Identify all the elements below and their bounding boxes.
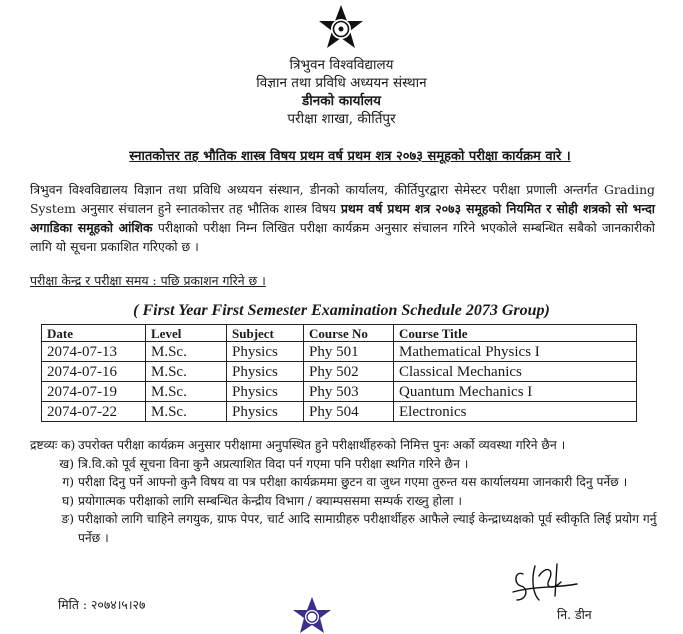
schedule-table bbox=[41, 324, 637, 422]
cell-level: M.Sc. bbox=[146, 402, 227, 422]
cell-course-title: Classical Mechanics bbox=[394, 362, 637, 382]
office-name: डीनको कार्यालय bbox=[302, 93, 381, 109]
note-text: परीक्षाको लागि चाहिने लगयुक, ग्राफ पेपर, चार्ट आदि सामाग्रीहरु परीक्षार्थीहरु आफैले ल्याई केन्द्राध्यक्षको पूर्व स्वीकृति लिई प्रयोग गर्नु पर्नेछ । bbox=[78, 512, 657, 545]
university-emblem-icon bbox=[318, 4, 364, 50]
notes-heading bbox=[30, 436, 78, 455]
note-label: घ) bbox=[62, 493, 74, 508]
note-text: प्रयोगात्मक परीक्षाको लागि सम्बन्धित केन्द्रीय विभाग / क्याम्पससमा सम्पर्क राख्नु होला । bbox=[78, 493, 463, 508]
intro-text-1: त्रिभुवन विश्वविद्यालय विज्ञान तथा प्रविधि अध्ययन संस्थान, डीनको कार्यालय, कीर्तिपुरद्वारा सेमेस्टर परीक्षा प्रणाली अन्तर्गत Grading System अनुसार संचालन हुने स्नातकोत्तर तह भौतिक शास्त्र विषय bbox=[30, 182, 655, 216]
cell-level: M.Sc. bbox=[146, 362, 227, 382]
cell-subject: Physics bbox=[227, 362, 304, 382]
schedule-title: ( First Year First Semester Examination Schedule 2073 Group) bbox=[133, 302, 550, 319]
note-label: क) bbox=[61, 438, 76, 452]
note-label: ङ) bbox=[61, 512, 74, 526]
cell-course-title: Mathematical Physics I bbox=[394, 342, 637, 362]
cell-date: 2074-07-22 bbox=[42, 402, 146, 422]
cell-course-no: Phy 501 bbox=[304, 342, 394, 362]
header-course-no: Course No bbox=[304, 325, 394, 342]
note-text: उपरोक्त परीक्षा कार्यक्रम अनुसार परीक्षामा अनुपस्थित हुने परीक्षार्थीहरुको निमित्त पुनः अर्को व्यवस्था गरिने छैन । bbox=[78, 438, 566, 452]
institute-name: विज्ञान तथा प्रविधि अध्ययन संस्थान bbox=[256, 75, 427, 91]
cell-date: 2074-07-19 bbox=[42, 382, 146, 402]
notes-heading-text: द्रष्टव्यः bbox=[30, 438, 58, 452]
cell-course-no: Phy 503 bbox=[304, 382, 394, 402]
cell-subject: Physics bbox=[227, 342, 304, 362]
note-item bbox=[30, 436, 660, 455]
header-course-title: Course Title bbox=[394, 325, 637, 342]
intro-text-2: परीक्षाको परीक्षा निम्न लिखित परीक्षा कार्यक्रम अनुसार संचालन गरिने भएकोले सम्बन्धित सबैको जानकारीको लागि यो सूचना प्रकाशित गरिएको छ । bbox=[30, 220, 655, 254]
note-text: परीक्षा दिनु पर्ने आफ्नो कुनै विषय वा पत्र परीक्षा कार्यक्रममा छुटन वा जुध्न गएमा तुरुन्त यस कार्यालयमा जानकारी दिनु पर्नेछ । bbox=[78, 475, 628, 489]
university-name: त्रिभुवन विश्वविद्यालय bbox=[289, 57, 394, 73]
seal-stamp-icon bbox=[290, 596, 334, 634]
notes-section bbox=[30, 436, 660, 547]
note-item bbox=[30, 510, 660, 547]
signature-title: नि. डीन bbox=[557, 607, 592, 622]
cell-subject: Physics bbox=[227, 402, 304, 422]
note-text: त्रि.वि.को पूर्व सूचना विना कुनै अप्रत्याशित विदा पर्न गएमा पनि परीक्षा स्थगित गरिने छैन । bbox=[78, 456, 469, 471]
table-header-row bbox=[42, 325, 637, 342]
table-row bbox=[42, 382, 637, 402]
cell-course-title: Quantum Mechanics I bbox=[394, 382, 637, 402]
note-item bbox=[30, 473, 660, 492]
note-item bbox=[30, 455, 660, 474]
header-level: Level bbox=[146, 325, 227, 342]
notice-subject: स्नातकोत्तर तह भौतिक शास्त्र विषय प्रथम वर्ष प्रथम शत्र २०७३ समूहको परीक्षा कार्यक्रम वारे । bbox=[129, 149, 571, 164]
notice-date: मिति : २०७४।५।२७ bbox=[58, 597, 146, 612]
note-item bbox=[30, 492, 660, 511]
cell-date: 2074-07-16 bbox=[42, 362, 146, 382]
cell-subject: Physics bbox=[227, 382, 304, 402]
table-row bbox=[42, 342, 637, 362]
note-label: ख) bbox=[59, 456, 74, 471]
cell-date: 2074-07-13 bbox=[42, 342, 146, 362]
table-row bbox=[42, 362, 637, 382]
table-row bbox=[42, 402, 637, 422]
header-date: Date bbox=[42, 325, 146, 342]
header-subject: Subject bbox=[227, 325, 304, 342]
signature-icon bbox=[505, 556, 585, 606]
intro-paragraph bbox=[30, 180, 655, 256]
cell-level: M.Sc. bbox=[146, 382, 227, 402]
note-label: ग) bbox=[62, 475, 74, 489]
intro-bold-text: प्रथम वर्ष प्रथम शत्र २०७३ समूहको नियमित र सोही शत्रको सो भन्दा अगाडिका समूहको आंशिक bbox=[30, 201, 655, 235]
cell-level: M.Sc. bbox=[146, 342, 227, 362]
cell-course-no: Phy 504 bbox=[304, 402, 394, 422]
venue-line: परीक्षा केन्द्र र परीक्षा समय : पछि प्रकाशन गरिने छ । bbox=[30, 273, 266, 288]
cell-course-title: Electronics bbox=[394, 402, 637, 422]
cell-course-no: Phy 502 bbox=[304, 362, 394, 382]
section-name: परीक्षा शाखा, कीर्तिपुर bbox=[287, 111, 396, 127]
